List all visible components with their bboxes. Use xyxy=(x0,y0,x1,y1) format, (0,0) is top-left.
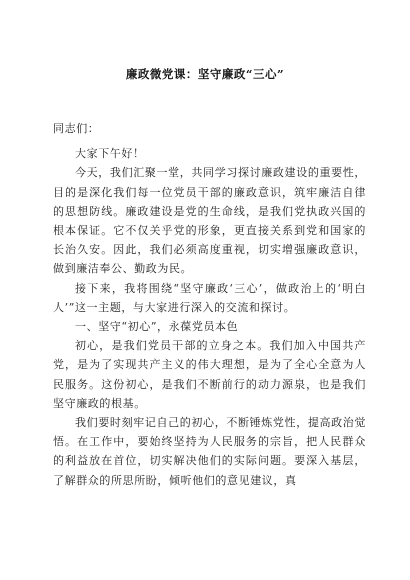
paragraph-remember-heart: 我们要时刻牢记自己的初心，不断锤炼党性，提高政治觉悟。在工作中，要始终坚持为人民服务的宗旨，把人民群众的利益放在首位，切实解决他们的实际问题。要深入基层，了解群众的所思所盼，倾听他们的意见建议，真 xyxy=(53,416,366,487)
section-heading-1: 一、坚守“初心”，永葆党员本色 xyxy=(75,320,239,334)
paragraph-initial-heart: 初心，是我们党员干部的立身之本。我们加入中国共产党，是为了实现共产主义的伟大理想，是为了全心全意为人民服务。这份初心，是我们不断前行的动力源泉，也是我们坚守廉政的根基。 xyxy=(53,339,366,410)
document-title: 廉政微党课：坚守廉政“三心” xyxy=(125,67,285,81)
salutation: 同志们： xyxy=(53,122,100,135)
paragraph-topic: 接下来，我将围绕“坚守廉政‘三心’，做政治上的‘明白人’”这一主题，与大家进行深入的交流和探讨。 xyxy=(53,281,366,314)
paragraph-greeting: 大家下午好！ xyxy=(75,147,145,161)
document-body xyxy=(53,119,366,490)
paragraph-intro: 今天，我们汇聚一堂，共同学习探讨廉政建设的重要性，目的是深化我们每一位党员干部的廉政意识，筑牢廉洁自律的思想防线。廉政建设是党的生命线，是我们党执政兴国的根本保证。它不仅关乎党的形象，更直接关系到党和国家的长治久安。因此，我们必须高度重视，切实增强廉政意识，做到廉洁奉公、勤政为民。 xyxy=(53,166,366,276)
